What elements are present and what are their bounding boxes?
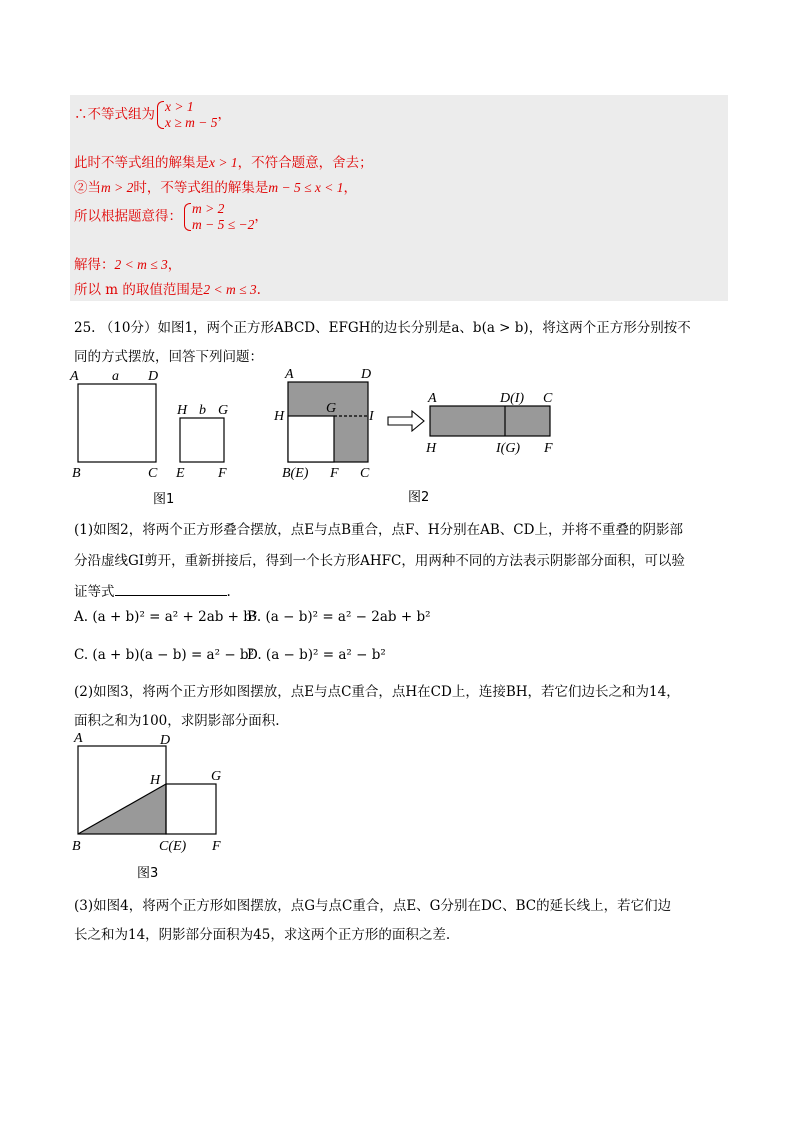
label-d-point: D [160,733,171,748]
square-efgh [166,784,216,834]
right-arrow-icon [388,411,424,431]
solution-line-4 [74,201,268,233]
small-square [288,416,334,462]
figures-1-2 [0,360,800,510]
math: 2 < m ≤ 3 [114,257,168,272]
label-e-point: E [176,466,185,481]
solution-line-3 [74,176,357,196]
solution-line-1 [74,99,231,131]
part2-line-1: (2)如图3，将两个正方形如图摆放，点E与点C重合，点H在CD上，连接BH，若它们边长之和为14， [74,684,680,700]
figure-1 [69,369,228,507]
answer-blank[interactable] [115,583,227,596]
label-h-point: H [426,441,437,456]
label-a-point: A [74,731,83,746]
label-g-point: G [218,403,229,418]
label-a-point: A [70,369,79,384]
part3-line-2: 长之和为14，阴影部分面积为45，求这两个正方形的面积之差. [74,927,451,943]
label-h-point: H [177,403,188,418]
label-f-point: F [544,441,553,456]
text: 证等式 [74,584,115,600]
part1-line-2: 分沿虚线GI剪开，重新拼接后，得到一个长方形AHFC，用两种不同的方法表示阴影部分面积，可以验 [74,553,685,569]
label-b-point: B [72,839,81,854]
math: m > 2 [101,180,134,195]
option-a[interactable]: A. (a + b)² = a² + 2ab + b² [74,609,258,625]
text: . [256,282,261,298]
text: ， [217,106,232,123]
text: ， [343,180,357,196]
label-side-a: a [112,369,119,384]
solution-line-6 [74,278,261,298]
math: 2 < m ≤ 3 [203,282,257,297]
label-f-point: F [330,466,339,481]
math: m − 5 ≤ x < 1 [268,180,344,195]
text: ②当 [74,180,101,196]
ineq-row: m − 5 ≤ −2 [192,217,255,232]
text: 时，不等式组的解集是 [133,180,269,196]
label-d-point: D [148,369,159,384]
figure-2 [273,367,553,505]
label-c-point: C [148,466,158,481]
inequality-system [182,201,254,233]
label-ig-point: I(G) [496,441,521,456]
ineq-row: x > 1 [165,99,194,114]
math: x > 1 [209,155,238,170]
caption-fig1: 图1 [153,492,175,507]
square-efgh [180,418,224,462]
option-d[interactable]: D. (a − b)² = a² − b² [247,647,386,663]
text: ， [254,208,268,225]
label-b-point: B [72,466,81,481]
text: ， [167,257,182,273]
solution-panel [70,95,728,301]
label-c-point: C [360,466,370,481]
part2-line-2: 面积之和为100，求阴影部分面积. [74,713,280,729]
figure-3 [0,725,800,885]
option-b[interactable]: B. (a − b)² = a² − 2ab + b² [247,609,431,625]
part1-line-3 [74,580,231,600]
caption-fig2: 图2 [408,490,430,505]
label-g-point: G [326,401,337,416]
question-intro-line-1: 25. （10分）如图1，两个正方形ABCD、EFGH的边长分别是a、b(a > b)，将这两个正方形分别按不 [74,320,691,336]
label-d-point: D [361,367,372,382]
label-f-point: F [218,466,227,481]
text: 所以根据题意得： [74,208,182,225]
text: ∴不等式组为 [74,106,155,123]
text: ，不符合题意，舍去； [237,155,373,171]
text: . [226,584,231,600]
solution-line-5 [74,253,181,273]
question-intro-line-2: 同的方式摆放，回答下列问题： [74,349,263,365]
ineq-row: x ≥ m − 5 [165,115,218,130]
label-c-point: C [543,391,553,406]
inequality-system [155,99,218,131]
part1-line-1: (1)如图2，将两个正方形叠合摆放，点E与点B重合，点F、H分别在AB、CD上，并将不重叠的阴影部 [74,522,683,538]
label-h-point: H [274,409,285,424]
caption-fig3: 图3 [137,866,159,881]
label-f-point: F [212,839,221,854]
label-h-point: H [150,773,161,788]
label-be-point: B(E) [282,466,309,481]
solution-line-2 [74,151,373,171]
label-side-b: b [199,403,206,418]
option-c[interactable]: C. (a + b)(a − b) = a² − b² [74,647,254,663]
text: 所以 m 的取值范围是 [74,282,204,298]
label-ce-point: C(E) [159,839,187,854]
text: 此时不等式组的解集是 [74,155,209,171]
rearranged-rectangle [430,406,550,436]
label-g-point: G [211,769,222,784]
square-abcd [78,384,156,462]
label-di-point: D(I) [500,391,525,406]
label-a-point: A [428,391,437,406]
text: 解得： [74,257,115,273]
label-i-point: I [369,409,374,424]
ineq-row: m > 2 [192,201,225,216]
label-a-point: A [285,367,294,382]
part3-line-1: (3)如图4，将两个正方形如图摆放，点G与点C重合，点E、G分别在DC、BC的延长线上，若它们边 [74,898,672,914]
